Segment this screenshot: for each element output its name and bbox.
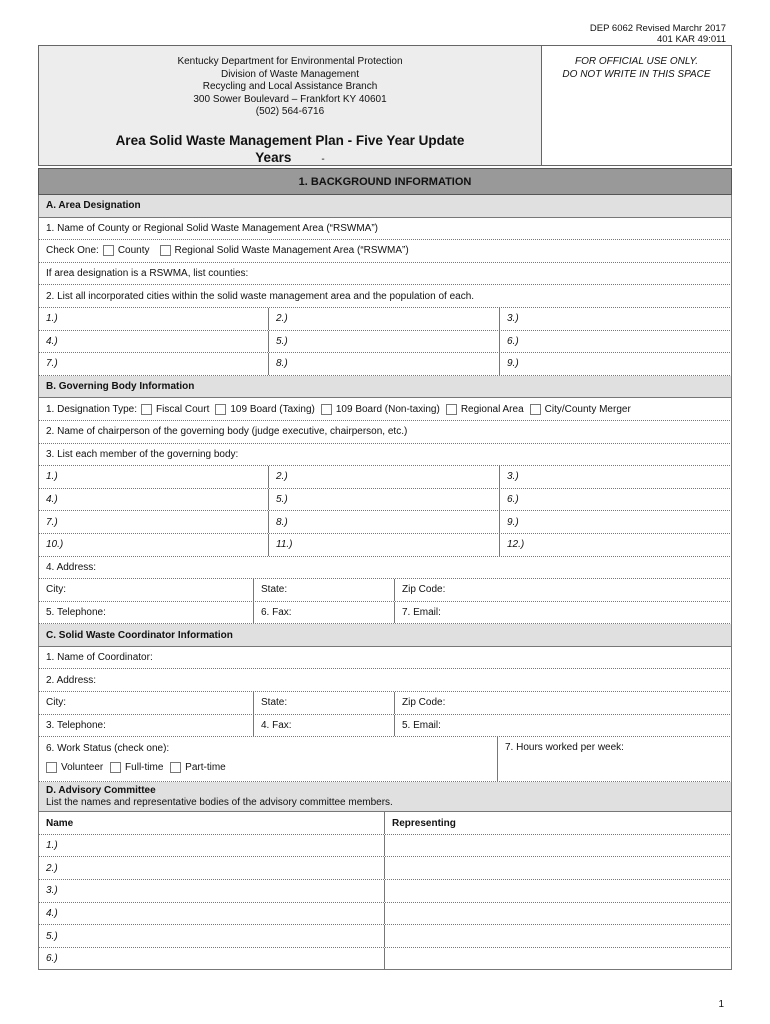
advisory-representing-field[interactable] (385, 880, 731, 902)
cities-row (38, 353, 732, 376)
coordinator-city-field[interactable]: City: (39, 692, 254, 714)
representing-column-header: Representing (392, 817, 456, 829)
governing-email-field[interactable]: 7. Email: (402, 606, 441, 618)
form-title-line-1: Area Solid Waste Management Plan - Five Year Update (115, 132, 465, 148)
member-field[interactable]: 7.) (39, 511, 269, 533)
work-status-label: 6. Work Status (check one): (46, 743, 170, 754)
city-field[interactable]: 6.) (507, 335, 519, 347)
regulation: 401 KAR 49:011 (656, 34, 726, 45)
area-name-field[interactable] (38, 218, 732, 241)
advisory-committee-subtitle: List the names and representative bodies of the advisory committee members. (46, 796, 393, 808)
members-instruction-label: 3. List each member of the governing body: (46, 448, 239, 460)
regional-area-label: Regional Area (460, 403, 524, 415)
fulltime-label: Full-time (125, 761, 164, 773)
member-field[interactable]: 11.) (269, 534, 500, 556)
advisory-header-row (38, 812, 732, 835)
members-instruction (38, 444, 732, 467)
volunteer-checkbox[interactable] (46, 762, 57, 773)
governing-contact-row (38, 602, 732, 625)
governing-zip-field[interactable]: Zip Code: (402, 584, 446, 596)
city-field[interactable]: 1.) (39, 308, 269, 330)
form-title-line-2 (39, 149, 541, 168)
designation-type-row (38, 398, 732, 421)
members-row (38, 466, 732, 489)
advisory-representing-field[interactable] (385, 857, 731, 879)
official-use-line-1: FOR OFFICIAL USE ONLY. (574, 56, 698, 67)
advisory-name-field[interactable]: 3.) (39, 880, 385, 902)
governing-city-field[interactable]: City: (39, 579, 254, 601)
city-field[interactable]: 5.) (269, 331, 500, 353)
advisory-representing-field[interactable] (385, 903, 731, 925)
governing-city-row (38, 579, 732, 602)
section-c-title: C. Solid Waste Coordinator Information (38, 624, 732, 647)
member-field[interactable]: 3.) (507, 471, 519, 483)
area-type-row (38, 240, 732, 263)
non-taxing-board-checkbox[interactable] (321, 404, 332, 415)
official-use-box (542, 46, 731, 165)
chairperson-field[interactable] (38, 421, 732, 444)
members-row (38, 511, 732, 534)
advisory-committee-title: D. Advisory Committee (46, 785, 156, 797)
rswma-counties-field[interactable] (38, 263, 732, 286)
advisory-member-row (38, 835, 732, 858)
check-one-label: Check One: (46, 245, 99, 257)
member-field[interactable]: 12.) (507, 539, 525, 551)
designation-type-label: 1. Designation Type: (46, 403, 137, 415)
advisory-name-field[interactable]: 6.) (39, 948, 385, 970)
member-field[interactable]: 2.) (269, 466, 500, 488)
regional-area-checkbox[interactable] (446, 404, 457, 415)
member-field[interactable]: 1.) (39, 466, 269, 488)
volunteer-label: Volunteer (61, 761, 104, 773)
agency-line-4: 300 Sower Boulevard – Frankfort KY 40601 (193, 93, 387, 105)
taxing-board-checkbox[interactable] (215, 404, 226, 415)
section-1-title: 1. BACKGROUND INFORMATION (38, 168, 732, 195)
member-field[interactable]: 10.) (39, 534, 269, 556)
non-taxing-board-label: 109 Board (Non-taxing) (335, 403, 440, 415)
form-body (38, 168, 732, 970)
coordinator-telephone-field[interactable]: 3. Telephone: (39, 715, 254, 737)
official-use-line-2: DO NOT WRITE IN THIS SPACE (562, 68, 711, 80)
city-field[interactable]: 3.) (507, 313, 519, 325)
coordinator-email-field[interactable]: 5. Email: (402, 719, 441, 731)
cities-row (38, 331, 732, 354)
county-checkbox[interactable] (103, 245, 114, 256)
advisory-member-row (38, 880, 732, 903)
parttime-label: Part-time (185, 761, 226, 773)
member-field[interactable]: 8.) (269, 511, 500, 533)
advisory-name-field[interactable]: 1.) (39, 835, 385, 857)
agency-line-5: (502) 564-6716 (255, 106, 325, 117)
hours-per-week-field[interactable] (498, 737, 731, 781)
city-field[interactable]: 7.) (39, 353, 269, 375)
city-field[interactable]: 9.) (507, 358, 519, 370)
governing-telephone-field[interactable]: 5. Telephone: (39, 602, 254, 624)
member-field[interactable]: 4.) (39, 489, 269, 511)
city-field[interactable]: 4.) (39, 331, 269, 353)
advisory-name-field[interactable]: 4.) (39, 903, 385, 925)
agency-line-2: Division of Waste Management (220, 68, 360, 80)
coordinator-address-field[interactable] (38, 669, 732, 692)
county-label: County (117, 245, 150, 257)
coordinator-name-field[interactable] (38, 647, 732, 670)
chairperson-label: 2. Name of chairperson of the governing body (judge executive, chairperson, etc.) (46, 426, 408, 438)
cities-instruction-label: 2. List all incorporated cities within the solid waste management area and the population of each. (46, 290, 475, 302)
advisory-name-field[interactable]: 5.) (39, 925, 385, 947)
taxing-board-label: 109 Board (Taxing) (230, 403, 315, 415)
work-status-row (38, 737, 732, 782)
city-county-merger-checkbox[interactable] (530, 404, 541, 415)
years-dash[interactable]: - (321, 153, 325, 165)
section-a-title: A. Area Designation (38, 195, 732, 218)
advisory-representing-field[interactable] (385, 925, 731, 947)
coordinator-city-row (38, 692, 732, 715)
rswma-counties-label: If area designation is a RSWMA, list counties: (46, 268, 249, 280)
section-b-title: B. Governing Body Information (38, 376, 732, 399)
form-header (38, 45, 732, 166)
advisory-member-row (38, 903, 732, 926)
agency-line-1: Kentucky Department for Environmental Protection (177, 56, 403, 67)
governing-state-field[interactable]: State: (254, 579, 395, 601)
rswma-label: Regional Solid Waste Management Area (“RSWMA”) (174, 245, 409, 257)
member-field[interactable]: 9.) (507, 516, 519, 528)
advisory-member-row (38, 925, 732, 948)
advisory-name-field[interactable]: 2.) (39, 857, 385, 879)
rswma-checkbox[interactable] (160, 245, 171, 256)
form-reference (590, 23, 726, 45)
governing-fax-field[interactable]: 6. Fax: (254, 602, 395, 624)
name-column-header: Name (39, 812, 385, 834)
agency-block (39, 46, 542, 165)
parttime-checkbox[interactable] (170, 762, 181, 773)
page-number: 1 (718, 999, 724, 1010)
member-field[interactable]: 6.) (507, 494, 519, 506)
governing-address-label: 4. Address: (46, 561, 97, 573)
cities-row (38, 308, 732, 331)
fulltime-checkbox[interactable] (110, 762, 121, 773)
members-row (38, 489, 732, 512)
coordinator-name-label: 1. Name of Coordinator: (46, 652, 153, 664)
coordinator-state-field[interactable]: State: (254, 692, 395, 714)
coordinator-fax-field[interactable]: 4. Fax: (254, 715, 395, 737)
area-name-label: 1. Name of County or Regional Solid Waste Management Area (“RSWMA”) (46, 222, 378, 234)
member-field[interactable]: 5.) (269, 489, 500, 511)
fiscal-court-checkbox[interactable] (141, 404, 152, 415)
coordinator-contact-row (38, 715, 732, 738)
advisory-representing-field[interactable] (385, 835, 731, 857)
city-field[interactable]: 8.) (269, 353, 500, 375)
work-status-cell (39, 737, 498, 781)
section-d-title (38, 782, 732, 812)
governing-address-field[interactable] (38, 557, 732, 580)
fiscal-court-label: Fiscal Court (156, 403, 210, 415)
city-county-merger-label: City/County Merger (544, 403, 631, 415)
cities-instruction (38, 285, 732, 308)
form-title (39, 132, 541, 168)
agency-line-3: Recycling and Local Assistance Branch (202, 81, 378, 92)
form-id: DEP 6062 Revised Marchr 2017 (589, 23, 726, 34)
advisory-member-row (38, 857, 732, 880)
hours-per-week-label: 7. Hours worked per week: (505, 742, 624, 754)
advisory-representing-field[interactable] (385, 948, 731, 970)
years-label: Years (255, 149, 292, 165)
city-field[interactable]: 2.) (269, 308, 500, 330)
coordinator-address-label: 2. Address: (46, 674, 97, 686)
coordinator-zip-field[interactable]: Zip Code: (402, 697, 446, 709)
members-row (38, 534, 732, 557)
advisory-member-row (38, 948, 732, 971)
